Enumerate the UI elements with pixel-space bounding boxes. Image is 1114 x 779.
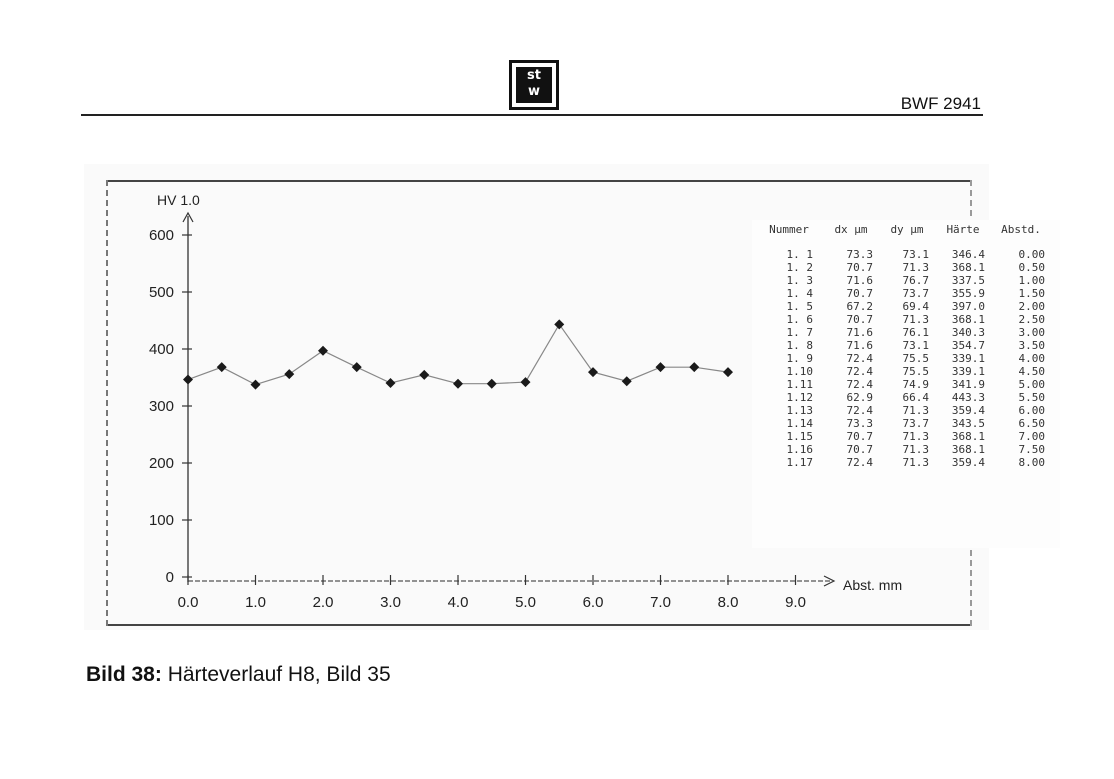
table-cell: 7.50 — [1018, 443, 1045, 456]
table-cell: 71.3 — [902, 404, 929, 417]
table-row — [755, 300, 1051, 313]
table-cell: 1. 8 — [786, 339, 813, 352]
table-cell: 4.50 — [1018, 365, 1045, 378]
table-cell: 1. 7 — [786, 326, 813, 339]
table-cell: 368.1 — [951, 313, 985, 326]
document-number: BWF 2941 — [900, 94, 981, 113]
y-ticks — [149, 227, 192, 586]
caption-label: Bild 38: — [86, 663, 162, 686]
table-cell: 443.3 — [951, 391, 985, 404]
table-row — [755, 404, 1051, 417]
caption-text: Härteverlauf H8, Bild 35 — [167, 663, 391, 686]
table-cell: 1.17 — [786, 456, 813, 469]
table-cell: 5.00 — [1018, 378, 1045, 391]
table-cell: 0.50 — [1018, 261, 1045, 274]
data-point — [622, 376, 632, 386]
data-point — [487, 379, 497, 389]
data-point — [352, 362, 362, 372]
table-cell: 73.1 — [902, 339, 929, 352]
table-cell: 5.50 — [1018, 391, 1045, 404]
x-tick-label: 4.0 — [447, 594, 469, 611]
table-cell: 359.4 — [951, 456, 985, 469]
data-point — [521, 377, 531, 387]
x-tick-label: 9.0 — [785, 594, 806, 611]
data-point — [217, 362, 227, 372]
table-cell: 1.00 — [1018, 274, 1045, 287]
table-row — [755, 443, 1051, 456]
table-row — [755, 261, 1051, 274]
table-cell: 1. 3 — [786, 274, 813, 287]
table-cell: 74.9 — [902, 378, 929, 391]
table-cell: 340.3 — [951, 326, 985, 339]
y-tick-label: 100 — [148, 512, 174, 529]
logo-bottom-text: w — [527, 84, 540, 99]
logo-top-text: st — [527, 68, 541, 83]
table-cell: 6.50 — [1018, 417, 1045, 430]
table-cell: 1.15 — [786, 430, 813, 443]
table-cell: 368.1 — [951, 261, 985, 274]
table-cell: 75.5 — [902, 352, 929, 365]
table-row — [755, 287, 1051, 300]
table-cell: 71.3 — [902, 456, 929, 469]
data-point — [251, 380, 261, 390]
table-row — [755, 378, 1051, 391]
table-cell: 368.1 — [951, 443, 985, 456]
table-cell: 71.6 — [846, 326, 873, 339]
table-cell: 359.4 — [951, 404, 985, 417]
x-tick-label: 3.0 — [380, 594, 401, 611]
table-row — [755, 365, 1051, 378]
table-cell: 70.7 — [846, 430, 873, 443]
y-tick-label: 300 — [148, 398, 174, 415]
hardness-series-line — [188, 324, 728, 384]
table-cell: 7.00 — [1018, 430, 1045, 443]
table-cell: 71.6 — [846, 339, 873, 352]
table-cell: 73.7 — [902, 287, 929, 300]
table-cell: 1.16 — [786, 443, 813, 456]
data-point — [656, 362, 666, 372]
table-cell: 76.1 — [902, 326, 929, 339]
y-axis-label: HV 1.0 — [157, 192, 200, 208]
table-cell: 1. 1 — [786, 248, 813, 261]
x-tick-label: 0.0 — [177, 594, 199, 611]
table-row — [755, 313, 1051, 326]
table-cell: 354.7 — [951, 339, 985, 352]
table-cell: 66.4 — [902, 391, 929, 404]
table-cell: 346.4 — [951, 248, 985, 261]
table-row — [755, 352, 1051, 365]
table-row — [755, 417, 1051, 430]
table-row — [755, 339, 1051, 352]
y-tick-label: 200 — [148, 455, 174, 472]
table-cell: 1. 9 — [786, 352, 813, 365]
table-cell: 337.5 — [951, 274, 985, 287]
table-cell: 73.3 — [846, 417, 873, 430]
x-tick-label: 1.0 — [245, 594, 266, 611]
x-tick-label: 2.0 — [312, 594, 334, 611]
table-cell: 72.4 — [846, 456, 873, 469]
table-row — [755, 456, 1051, 469]
table-cell: 2.00 — [1018, 300, 1045, 313]
table-row — [755, 274, 1051, 287]
table-cell: 3.50 — [1018, 339, 1045, 352]
table-cell: 76.7 — [902, 274, 929, 287]
table-header-cell: dy µm — [890, 222, 924, 236]
series-layer — [183, 319, 733, 389]
y-tick-label: 600 — [148, 227, 174, 244]
x-tick-label: 6.0 — [582, 594, 604, 611]
table-cell: 1.13 — [786, 404, 813, 417]
table-row — [755, 391, 1051, 404]
table-cell: 73.1 — [902, 248, 929, 261]
table-cell: 2.50 — [1018, 313, 1045, 326]
data-point — [318, 346, 328, 356]
table-cell: 72.4 — [846, 352, 873, 365]
data-point — [689, 362, 699, 372]
table-cell: 67.2 — [846, 300, 873, 313]
table-header-cell: Abstd. — [1001, 222, 1041, 236]
x-axis-label: Abst. mm — [843, 577, 903, 593]
table-cell: 8.00 — [1018, 456, 1045, 469]
table-cell: 70.7 — [846, 313, 873, 326]
table-cell: 71.3 — [902, 313, 929, 326]
table-cell: 339.1 — [951, 365, 985, 378]
table-row — [755, 430, 1051, 443]
measurement-table-header — [755, 222, 1051, 248]
data-point — [554, 319, 564, 329]
table-cell: 72.4 — [846, 378, 873, 391]
data-point — [419, 370, 429, 380]
table-header-cell: Härte — [946, 222, 980, 236]
table-cell: 72.4 — [846, 404, 873, 417]
table-cell: 70.7 — [846, 287, 873, 300]
table-cell: 0.00 — [1018, 248, 1045, 261]
table-cell: 341.9 — [951, 378, 985, 391]
data-point — [183, 375, 193, 385]
measurement-table — [755, 222, 1051, 469]
data-point — [386, 378, 396, 388]
table-cell: 355.9 — [951, 287, 985, 300]
data-point — [453, 379, 463, 389]
table-row — [755, 326, 1051, 339]
table-cell: 72.4 — [846, 365, 873, 378]
y-tick-label: 500 — [148, 284, 174, 301]
table-cell: 73.7 — [902, 417, 929, 430]
table-cell: 71.3 — [902, 430, 929, 443]
table-cell: 1. 2 — [786, 261, 813, 274]
data-point — [284, 369, 294, 379]
table-cell: 1.14 — [786, 417, 813, 430]
table-cell: 339.1 — [951, 352, 985, 365]
y-tick-label: 400 — [148, 341, 174, 358]
table-cell: 1. 6 — [786, 313, 813, 326]
data-point — [723, 367, 733, 377]
table-cell: 1.11 — [786, 378, 813, 391]
table-cell: 4.00 — [1018, 352, 1045, 365]
table-cell: 1. 4 — [786, 287, 813, 300]
data-point — [588, 367, 598, 377]
table-cell: 73.3 — [846, 248, 873, 261]
figure-caption — [86, 663, 391, 687]
table-cell: 368.1 — [951, 430, 985, 443]
x-tick-label: 7.0 — [650, 594, 671, 611]
table-cell: 1. 5 — [786, 300, 813, 313]
table-cell: 71.6 — [846, 274, 873, 287]
x-tick-label: 8.0 — [717, 594, 739, 611]
table-cell: 343.5 — [951, 417, 985, 430]
table-cell: 75.5 — [902, 365, 929, 378]
table-cell: 3.00 — [1018, 326, 1045, 339]
table-cell: 71.3 — [902, 443, 929, 456]
table-cell: 62.9 — [846, 391, 873, 404]
table-cell: 70.7 — [846, 443, 873, 456]
table-cell: 6.00 — [1018, 404, 1045, 417]
chart-axes — [183, 213, 834, 586]
table-row — [755, 248, 1051, 261]
y-tick-label: 0 — [165, 569, 174, 586]
table-header-cell: Nummer — [769, 222, 809, 236]
x-tick-label: 5.0 — [515, 594, 536, 611]
table-cell: 70.7 — [846, 261, 873, 274]
table-cell: 71.3 — [902, 261, 929, 274]
table-cell: 397.0 — [951, 300, 985, 313]
table-header-cell: dx µm — [834, 222, 868, 236]
table-cell: 1.10 — [786, 365, 813, 378]
table-cell: 1.50 — [1018, 287, 1045, 300]
table-cell: 69.4 — [902, 300, 929, 313]
table-cell: 1.12 — [786, 391, 813, 404]
measurement-table-body — [755, 248, 1051, 469]
